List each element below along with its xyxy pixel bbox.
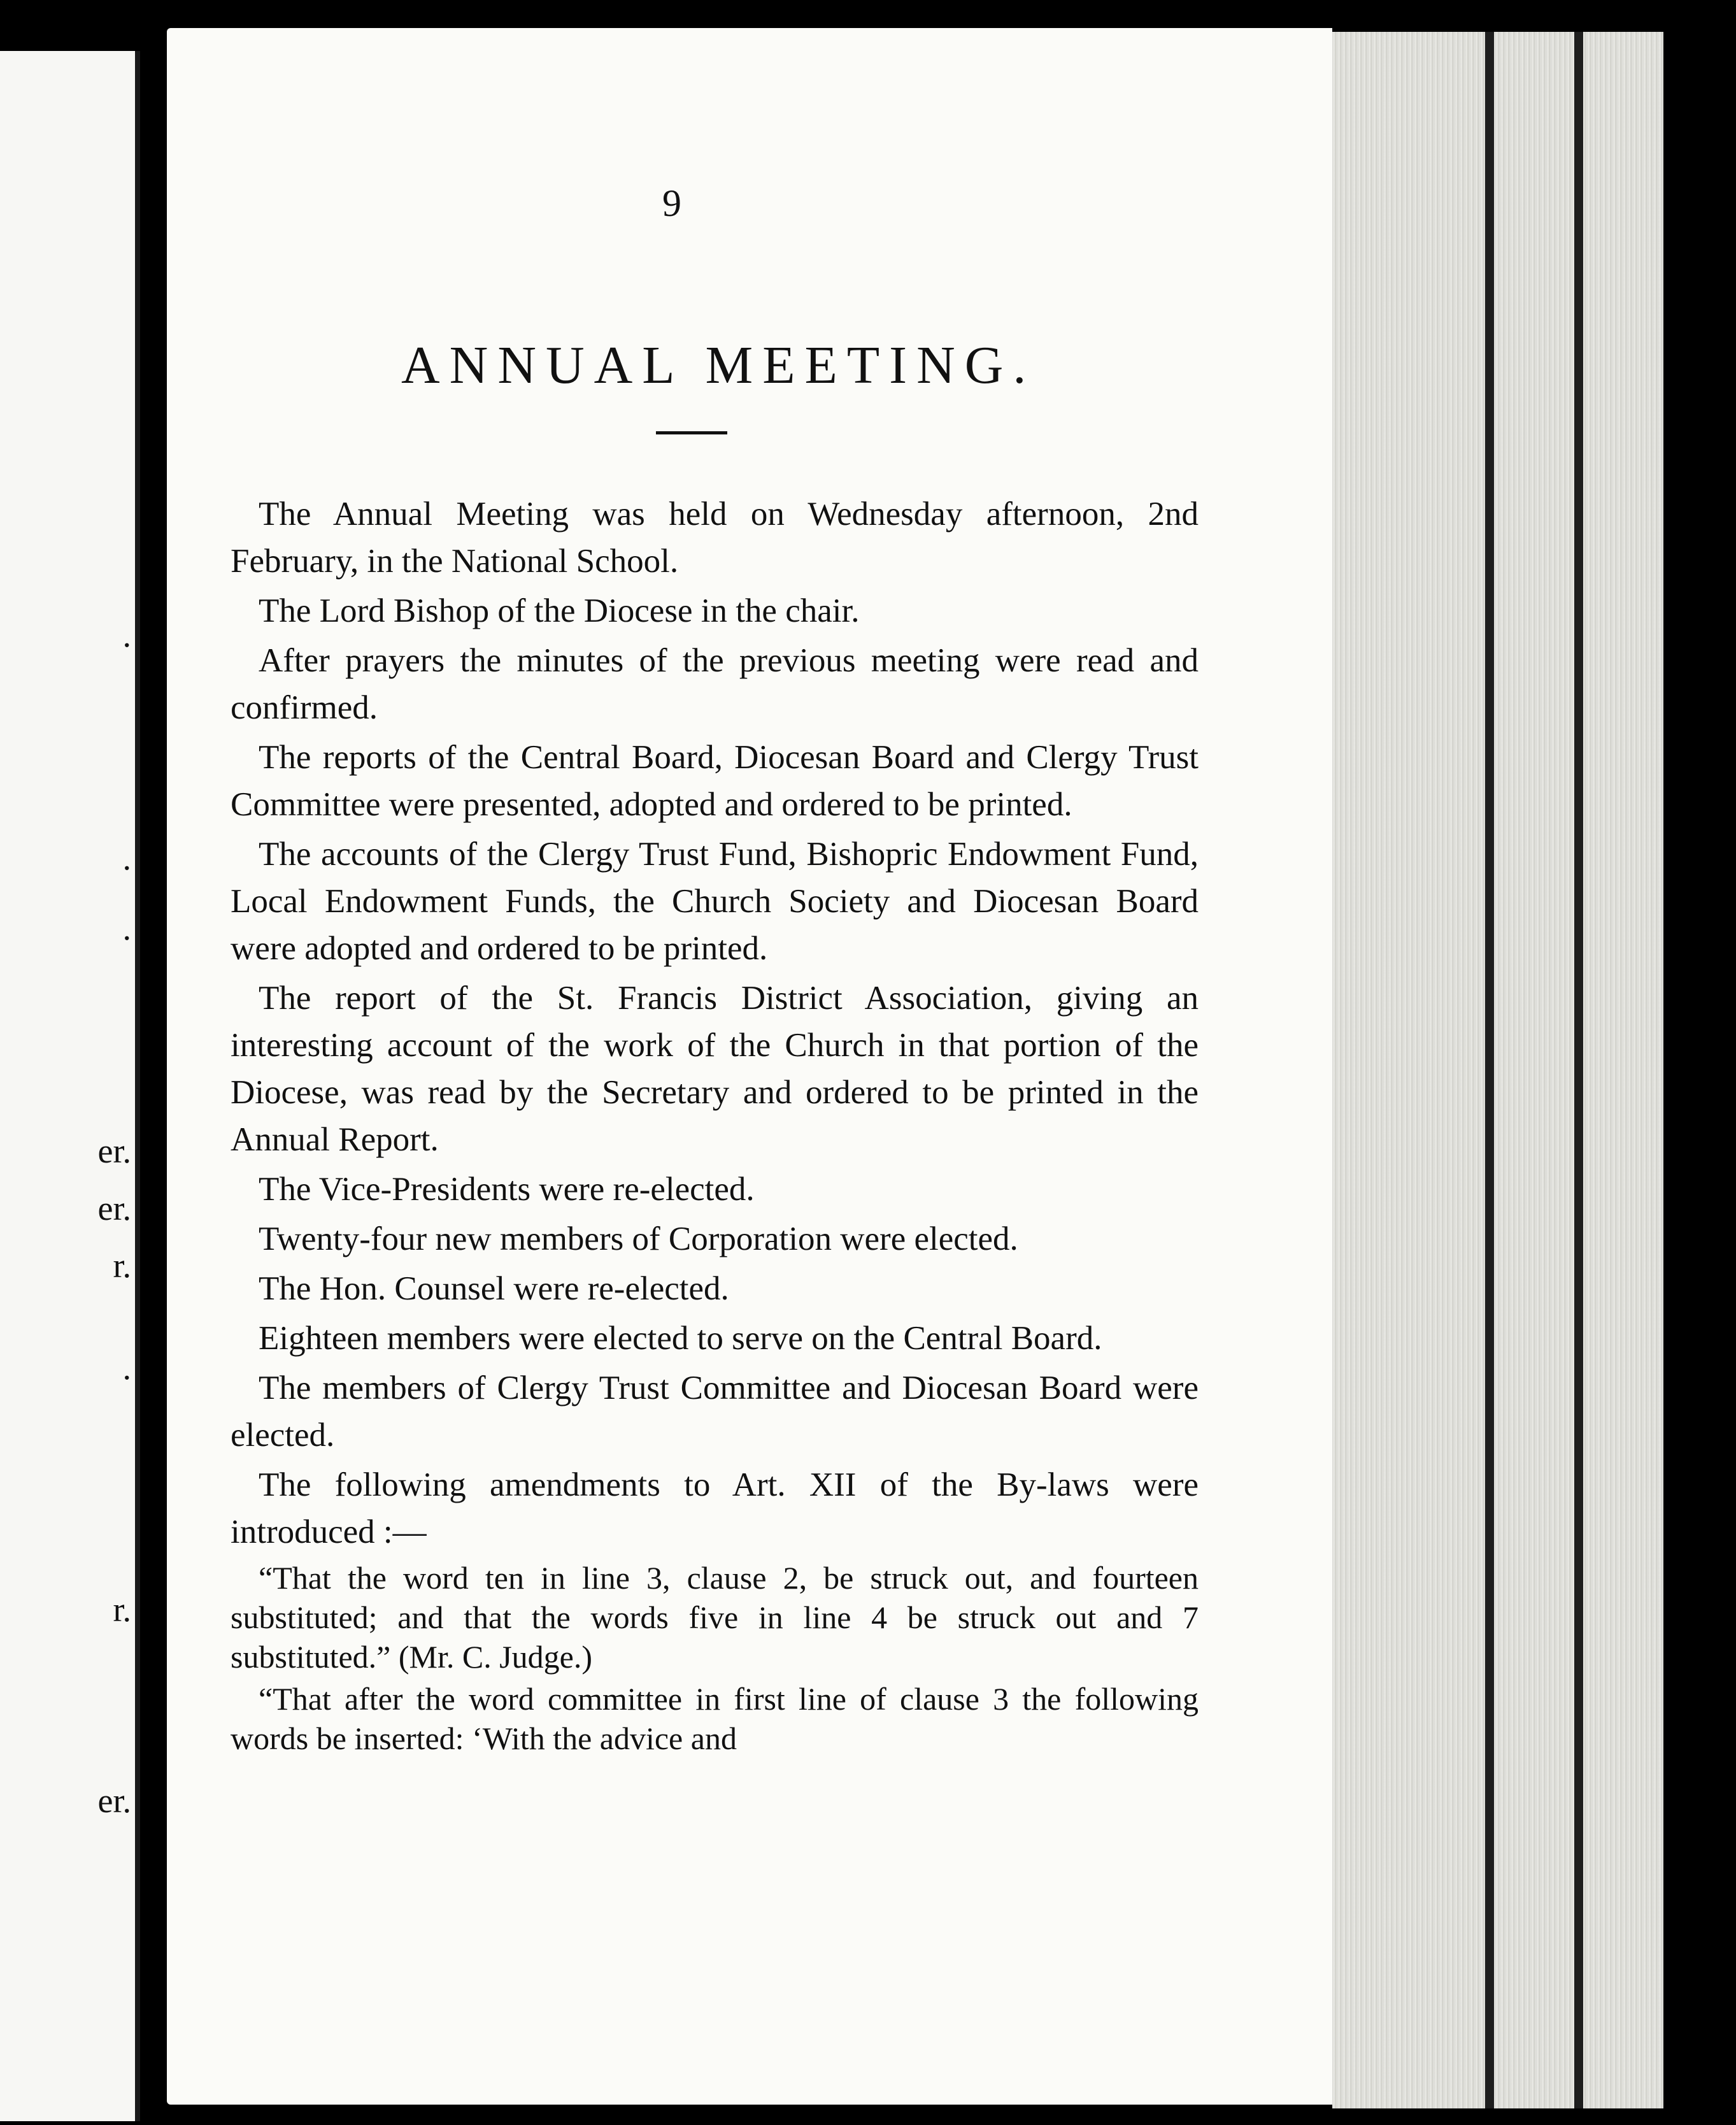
paragraph: Twenty-four new members of Corporation were elected. [259, 1220, 1018, 1257]
paragraph: After prayers the minutes of the previous meeting were read and confirmed. [231, 642, 1199, 726]
left-page-fragment: . [122, 909, 131, 947]
quoted-amendment: “That after the word committee in first line of clause 3 the following words be inserted: ‘With the advice and [231, 1681, 1199, 1756]
left-page-fragment: . [122, 616, 131, 654]
left-page-fragment: . [122, 839, 131, 877]
title-divider [656, 431, 727, 434]
paragraph: The following amendments to Art. XII of the By-laws were introduced :— [231, 1466, 1199, 1550]
left-page-fragment: er. [97, 1782, 131, 1820]
paragraph: The Lord Bishop of the Diocese in the chair. [259, 592, 860, 629]
paragraph: The reports of the Central Board, Diocesan Board and Clergy Trust Committee were presented, adopted and ordered to be printed. [231, 739, 1199, 823]
book-page-edges [1332, 32, 1663, 2108]
left-page-fragment: r. [113, 1591, 131, 1629]
page-title: ANNUAL MEETING. [401, 336, 1036, 395]
paragraph: The Annual Meeting was held on Wednesday afternoon, 2nd February, in the National School. [231, 496, 1199, 580]
paragraph: The report of the St. Francis District Association, giving an interesting account of the work of the Church in that portion of the Diocese, was read by the Secretary and ordered to be printed in the Annual Report. [231, 980, 1199, 1158]
page-edge-divider [1485, 32, 1494, 2108]
left-page-fragment: er. [97, 1189, 131, 1227]
page-number: 9 [662, 182, 681, 224]
left-facing-page [0, 51, 140, 2121]
paragraph: The accounts of the Clergy Trust Fund, Bishopric Endowment Fund, Local Endowment Funds, the Church Society and Diocesan Board were adopted and ordered to be printed. [231, 836, 1199, 967]
left-page-fragment: r. [113, 1247, 131, 1285]
left-page-fragment: er. [97, 1132, 131, 1170]
paragraph: The Hon. Counsel were re-elected. [259, 1270, 729, 1307]
left-page-fragment: . [122, 1349, 131, 1387]
quoted-amendment: “That the word ten in line 3, clause 2, be struck out, and fourteen substituted; and that the words five in line 4 be struck out and 7 substituted.” (Mr. C. Judge.) [231, 1560, 1199, 1675]
paragraph: Eighteen members were elected to serve on the Central Board. [259, 1320, 1102, 1357]
paragraph: The Vice-Presidents were re-elected. [259, 1171, 755, 1208]
page-edge-divider [1574, 32, 1583, 2108]
paragraph: The members of Clergy Trust Committee and Diocesan Board were elected. [231, 1370, 1199, 1454]
document-body [231, 490, 1199, 1761]
